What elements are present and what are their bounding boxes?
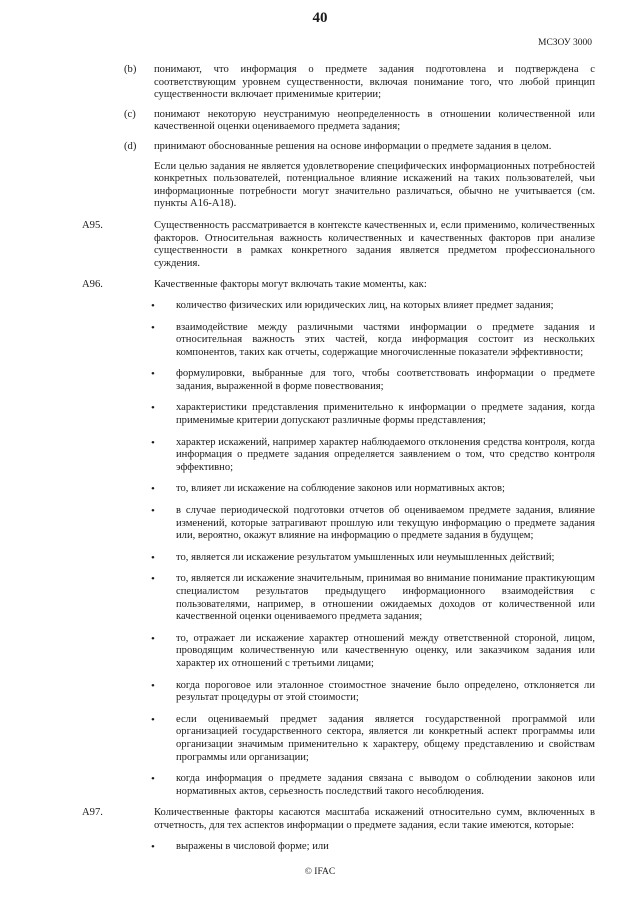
list-item: • то, отражает ли искажение характер отношений между ответственной стороной, лицом, проводящим количественную или качественную оценку, или заказчиком задания или характер их отношений с третьими лицами; [151,632,595,669]
list-item: • количество физических или юридических лиц, на которых влияет предмет задания; [151,299,554,312]
subitem-label: (d) [124,140,137,152]
bullet-icon: • [151,573,155,586]
list-item: • в случае периодической подготовки отчетов об оцениваемом предмете задания, влияние изменений, которые затрагивают прошлую или текущую информацию о предмете задания или, вероятно, окажут влияние на информацию о предмете задания в будущем; [151,505,595,542]
paragraph-a96 [82,279,595,292]
subitem-text: понимают некоторую неустранимую неопределенность в отношении количественной или качественной оценки оцениваемого предмета задания; [154,108,595,133]
a97-bullet-list [118,841,595,854]
list-item: • то, является ли искажение результатом умышленных или неумышленных действий; [151,551,555,564]
list-item: • то, влияет ли искажение на соблюдение законов или нормативных актов; [151,483,505,496]
bullet-icon: • [151,402,155,415]
page-number: 40 [312,10,328,26]
list-item: • взаимодействие между различными частями информации о предмете задания и относительная важность этих частей, когда информация состоит из нескольких компонентов, таких как отчеты, содержащие многочисленные показатели эффективности; [151,321,595,358]
list-item: • когда пороговое или эталонное стоимостное значение было определено, отклоняется ли результат процедуры от этой стоимости; [151,679,595,704]
list-item: • если оцениваемый предмет задания является государственной программой или организацией государственного сектора, является ли конкретный аспект программы или организации значимым применительно к характеру, общему представлению и свойствам программы или организации; [151,713,595,763]
doc-code: МСЗОУ 3000 [538,38,592,48]
subitem-c [118,109,595,134]
subitem-d [118,141,595,154]
list-item: • характер искажений, например характер наблюдаемого отклонения средства контроля, когда информация о предмете задания определяется заявлением о том, что средство контроля эффективно; [151,436,595,473]
subitem-text: понимают, что информация о предмете задания подготовлена и подтверждена с соответствующим уровнем существенности, включая понимание того, что любой принцип существенности включает применимые критерии; [154,64,595,101]
bullet-icon: • [151,505,155,518]
bullet-icon: • [151,321,155,334]
subitem-label: (c) [124,108,136,120]
paragraph-number: А95. [82,219,103,231]
page-content [82,64,595,862]
bullet-icon: • [151,840,155,853]
list-item: • то, является ли искажение значительным, принимая во внимание понимание практикующим специалистом результатов предыдущего информационного взаимодействия с пользователями, например, в отношении ожидаемых доходов от количественной или качественной оценки оцениваемого предмета задания; [151,573,595,623]
subitem-b [118,64,595,102]
paragraph-number: А96. [82,279,103,291]
paragraph-a97 [82,807,595,832]
a96-bullet-list [118,300,595,798]
paragraph-text: Качественные факторы могут включать такие моменты, как: [154,279,427,291]
paragraph-text: Количественные факторы касаются масштаба искажений относительно сумм, включенных в отчетность, для тех аспектов информации о предмете задания, если такие имеются, которые: [154,807,595,831]
bullet-icon: • [151,551,155,564]
list-item: • формулировки, выбранные для того, чтобы соответствовать информации о предмете задания, выраженной в форме повествования; [151,368,595,392]
list-item: • когда информация о предмете задания связана с выводом о соблюдении законов или нормативных актов, серьезность последствий такого несоблюдения. [151,773,595,797]
subitem-text: принимают обоснованные решения на основе информации о предмете задания в целом. [154,140,552,152]
continuation-paragraph: Если целью задания не является удовлетворение специфических информационных потребностей конкретных пользователей, потенциальное влияние искажений на таких пользователей, чьи информационные потребности могут значительно различаться, обычно не учитывается (см. пункты А16-А18). [154,160,595,210]
bullet-icon: • [151,436,155,449]
bullet-icon: • [151,483,155,496]
bullet-icon: • [151,632,155,645]
paragraph-text: Существенность рассматривается в контексте качественных и, если применимо, количественных факторов. Относительная важность количественных и качественных факторов при анализе существенности в рамках конкретного задания является предметом профессионального суждения. [154,219,595,269]
list-item: • характеристики представления применительно к информации о предмете задания, когда применимые критерии допускают различные формы представления; [151,402,595,427]
paragraph-number: А97. [82,807,103,819]
bullet-icon: • [151,713,155,726]
subitem-label: (b) [124,64,137,75]
bullet-icon: • [151,679,155,692]
copyright-footer: © IFAC [304,867,336,877]
paragraph-a95 [82,219,595,270]
bullet-icon: • [151,773,155,786]
list-item: • выражены в числовой форме; или [151,840,329,853]
bullet-icon: • [151,299,155,312]
bullet-icon: • [151,368,155,381]
